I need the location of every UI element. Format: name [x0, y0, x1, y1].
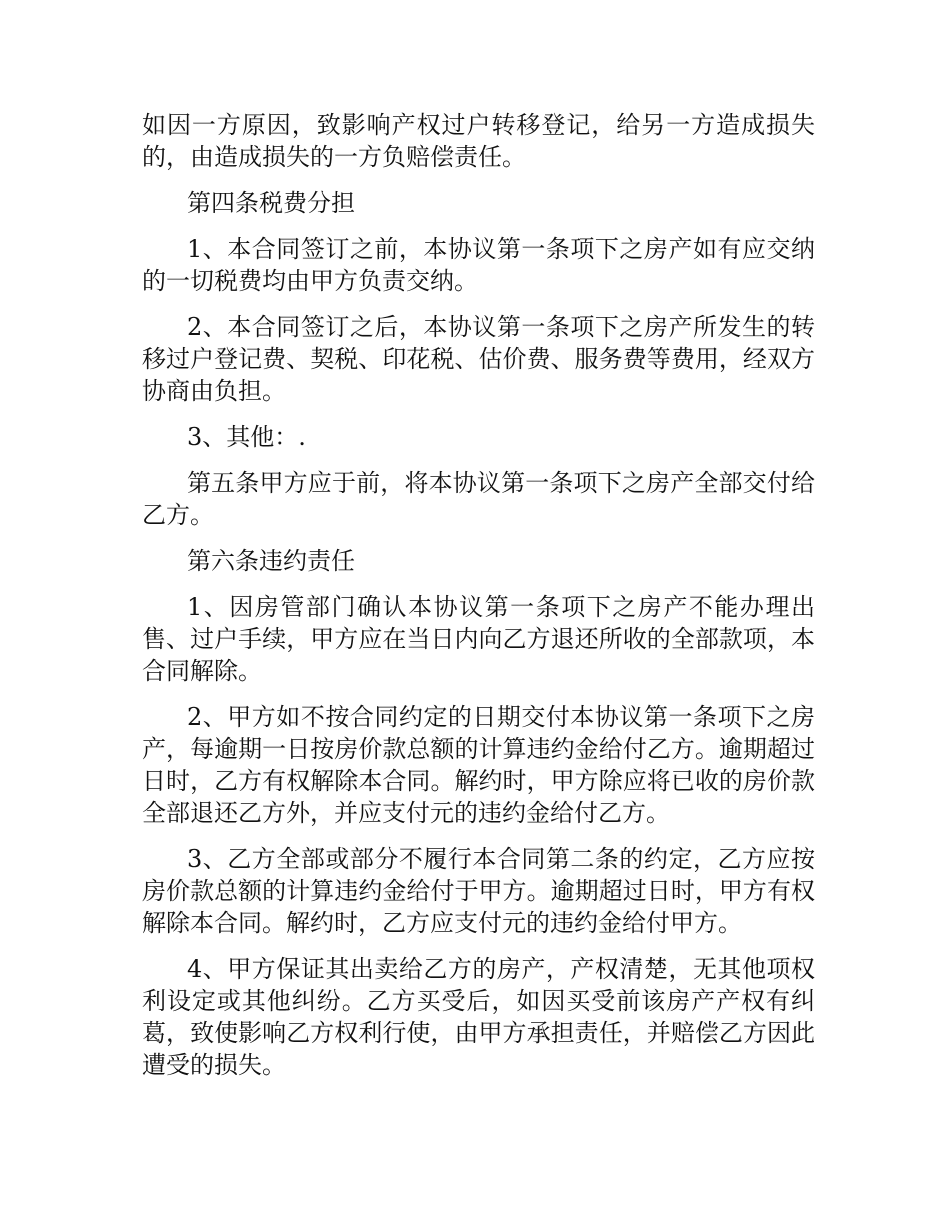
paragraph-breach-4: 4、甲方保证其出卖给乙方的房产，产权清楚，无其他项权利设定或其他纠纷。乙方买受后，如因买受前该房产产权有纠葛，致使影响乙方权利行使，由甲方承担责任，并赔偿乙方因此遭受的损失。 [142, 955, 815, 1079]
article-4-heading: 第四条税费分担 [187, 189, 355, 217]
article-5-paragraph: 第五条甲方应于前，将本协议第一条项下之房产全部交付给乙方。 [142, 469, 815, 529]
paragraph-1: 如因一方原因，致影响产权过户转移登记，给另一方造成损失的，由造成损失的一方负赔偿责任。 [142, 111, 815, 171]
paragraph-tax-2: 2、本合同签订之后，本协议第一条项下之房产所发生的转移过户登记费、契税、印花税、估价费、服务费等费用，经双方协商由负担。 [142, 313, 815, 405]
article-6-heading: 第六条违约责任 [187, 547, 355, 575]
paragraph-tax-3: 3、其他：. [187, 423, 306, 451]
paragraph-breach-1: 1、因房管部门确认本协议第一条项下之房产不能办理出售、过户手续，甲方应在当日内向乙方退还所收的全部款项，本合同解除。 [142, 593, 815, 685]
paragraph-breach-2: 2、甲方如不按合同约定的日期交付本协议第一条项下之房产，每逾期一日按房价款总额的计算违约金给付乙方。逾期超过日时，乙方有权解除本合同。解约时，甲方除应将已收的房价款全部退还乙方外，并应支付元的违约金给付乙方。 [142, 703, 815, 827]
paragraph-breach-3: 3、乙方全部或部分不履行本合同第二条的约定，乙方应按房价款总额的计算违约金给付于甲方。逾期超过日时，甲方有权解除本合同。解约时，乙方应支付元的违约金给付甲方。 [142, 845, 815, 937]
document-page [142, 109, 815, 1095]
paragraph-tax-1: 1、本合同签订之前，本协议第一条项下之房产如有应交纳的一切税费均由甲方负责交纳。 [142, 235, 815, 295]
